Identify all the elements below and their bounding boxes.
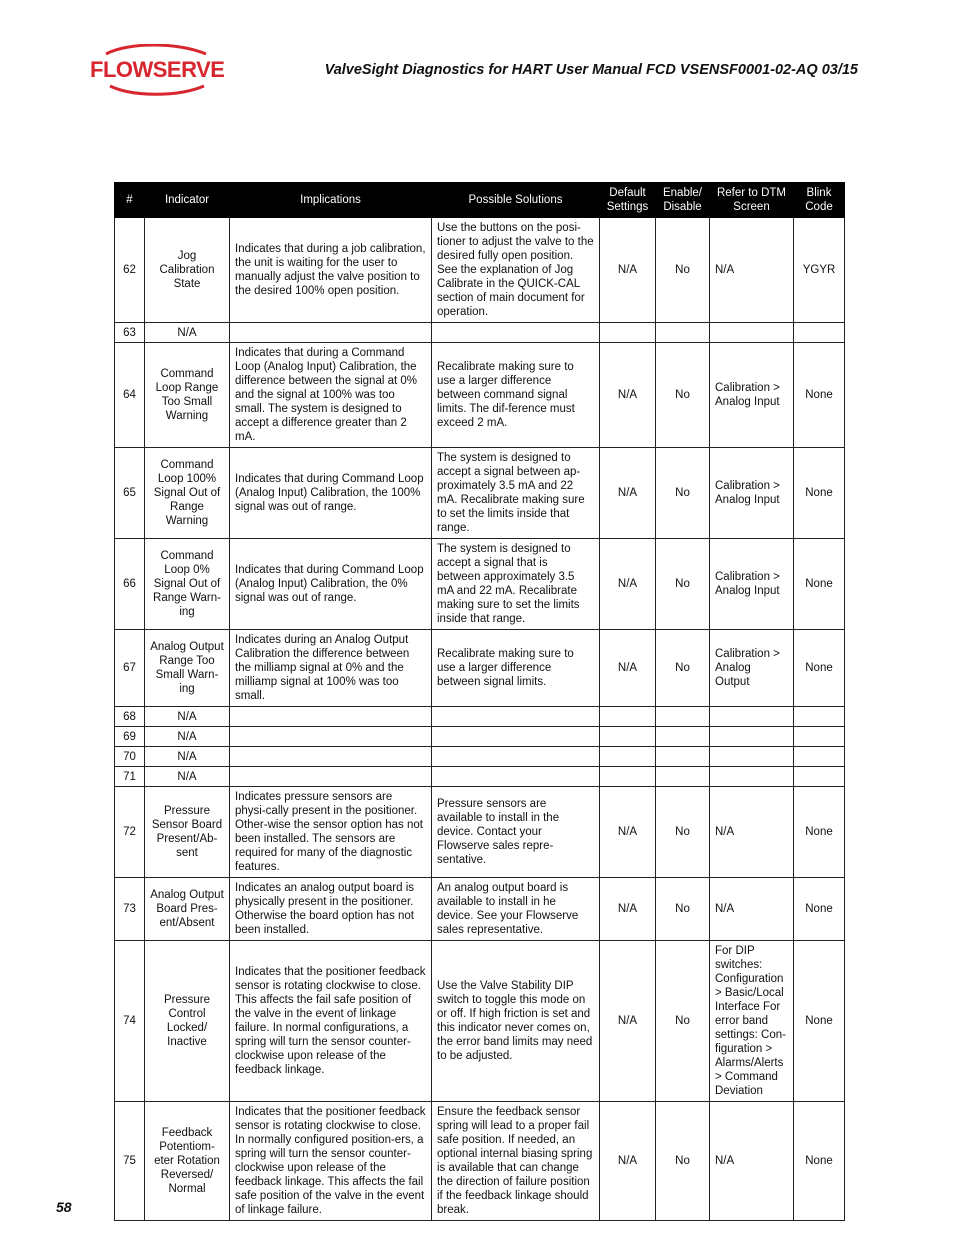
cell-enable: No xyxy=(656,630,710,707)
cell-solutions: The system is designed to accept a signal that is between approximately 3.5 mA and 22 mA. Recalibrate making sure to set the limits inside that range. xyxy=(432,539,600,630)
cell-dtm: For DIP switches: Configuration > Basic/Local Interface For error band settings: Con-figuration > Alarms/Alerts > Command Deviation xyxy=(710,941,794,1102)
cell-num: 66 xyxy=(115,539,145,630)
cell-num: 63 xyxy=(115,323,145,343)
cell-implications xyxy=(230,767,432,787)
cell-enable: No xyxy=(656,343,710,448)
cell-implications: Indicates that the positioner feedback sensor is rotating clockwise to close. This affects the fail safe position of the valve in the event of linkage failure. In normal configurations, a spring will turn the sensor counter-clockwise upon release of the feedback linkage. xyxy=(230,941,432,1102)
cell-solutions: Use the Valve Stability DIP switch to toggle this mode on or off. If high friction is set and this indicator never comes on, the error band limits may need to be adjusted. xyxy=(432,941,600,1102)
cell-default xyxy=(600,323,656,343)
cell-dtm xyxy=(710,323,794,343)
logo-text: FLOWSERVE xyxy=(90,57,225,82)
table-row xyxy=(115,747,845,767)
table-row xyxy=(115,767,845,787)
cell-blink xyxy=(794,727,845,747)
cell-enable xyxy=(656,747,710,767)
cell-default xyxy=(600,767,656,787)
cell-enable: No xyxy=(656,1102,710,1221)
cell-indicator: N/A xyxy=(145,767,230,787)
cell-num: 75 xyxy=(115,1102,145,1221)
cell-solutions: An analog output board is available to install in he device. See your Flowserve sales representative. xyxy=(432,878,600,941)
table-row xyxy=(115,727,845,747)
table-row xyxy=(115,878,845,941)
cell-num: 70 xyxy=(115,747,145,767)
cell-default: N/A xyxy=(600,343,656,448)
cell-implications xyxy=(230,707,432,727)
cell-blink: None xyxy=(794,787,845,878)
cell-dtm: Calibration > Analog Input xyxy=(710,448,794,539)
cell-blink: None xyxy=(794,539,845,630)
cell-dtm: Calibration > Analog Output xyxy=(710,630,794,707)
cell-implications: Indicates that during a Command Loop (Analog Input) Calibration, the difference between the signal at 0% and the signal at 100% was too small. The system is designed to accept a difference greater than 2 mA. xyxy=(230,343,432,448)
cell-solutions: The system is designed to accept a signal between ap-proximately 3.5 mA and 22 mA. Recalibrate making sure to set the limits inside that range. xyxy=(432,448,600,539)
col-blink-header: Blink Code xyxy=(794,183,845,218)
table-row xyxy=(115,707,845,727)
cell-dtm: Calibration > Analog Input xyxy=(710,343,794,448)
cell-implications: Indicates during an Analog Output Calibration the difference between the milliamp signal at 0% and the milliamp signal at 100% was too small. xyxy=(230,630,432,707)
cell-blink: None xyxy=(794,941,845,1102)
cell-enable: No xyxy=(656,448,710,539)
cell-dtm: N/A xyxy=(710,1102,794,1221)
cell-implications xyxy=(230,323,432,343)
cell-num: 74 xyxy=(115,941,145,1102)
table-row xyxy=(115,448,845,539)
cell-implications: Indicates an analog output board is physically present in the positioner. Otherwise the board option has not been installed. xyxy=(230,878,432,941)
cell-blink xyxy=(794,767,845,787)
table-header-row xyxy=(115,183,845,218)
cell-implications: Indicates that the positioner feedback sensor is rotating clockwise to close. In normally configured position-ers, a spring will turn the sensor counter-clockwise upon release of the feedback linkage. This affects the fail safe position of the valve in the event of linkage failure. xyxy=(230,1102,432,1221)
cell-default: N/A xyxy=(600,539,656,630)
cell-indicator: Command Loop 100% Signal Out of Range Warning xyxy=(145,448,230,539)
cell-default xyxy=(600,747,656,767)
table-row xyxy=(115,218,845,323)
cell-indicator: Analog Output Board Pres-ent/Absent xyxy=(145,878,230,941)
cell-num: 67 xyxy=(115,630,145,707)
cell-indicator: Command Loop Range Too Small Warning xyxy=(145,343,230,448)
col-indicator-header: Indicator xyxy=(145,183,230,218)
cell-dtm xyxy=(710,747,794,767)
cell-implications xyxy=(230,727,432,747)
table-row xyxy=(115,343,845,448)
cell-default: N/A xyxy=(600,218,656,323)
cell-enable: No xyxy=(656,539,710,630)
cell-num: 69 xyxy=(115,727,145,747)
cell-enable xyxy=(656,707,710,727)
col-default-header: Default Settings xyxy=(600,183,656,218)
cell-indicator: Pressure Sensor Board Present/Ab-sent xyxy=(145,787,230,878)
cell-dtm xyxy=(710,727,794,747)
cell-num: 71 xyxy=(115,767,145,787)
cell-default xyxy=(600,727,656,747)
diagnostic-indicators-table xyxy=(114,182,845,1221)
cell-implications: Indicates that during a job calibration, the unit is waiting for the user to manually adjust the valve position to the desired 100% open position. xyxy=(230,218,432,323)
cell-num: 65 xyxy=(115,448,145,539)
cell-enable: No xyxy=(656,878,710,941)
cell-default: N/A xyxy=(600,787,656,878)
table-row xyxy=(115,1102,845,1221)
cell-implications: Indicates pressure sensors are physi-cally present in the positioner. Other-wise the sensor option has not been installed. The sensors are required for many of the diagnostic features. xyxy=(230,787,432,878)
cell-default: N/A xyxy=(600,941,656,1102)
cell-default: N/A xyxy=(600,448,656,539)
cell-solutions: Recalibrate making sure to use a larger difference between command signal limits. The dif-ference must exceed 2 mA. xyxy=(432,343,600,448)
col-solutions-header: Possible Solutions xyxy=(432,183,600,218)
cell-default: N/A xyxy=(600,1102,656,1221)
cell-num: 68 xyxy=(115,707,145,727)
cell-dtm: Calibration > Analog Input xyxy=(710,539,794,630)
cell-blink: None xyxy=(794,878,845,941)
cell-blink: None xyxy=(794,630,845,707)
cell-indicator: N/A xyxy=(145,747,230,767)
cell-default xyxy=(600,707,656,727)
col-enable-header: Enable/ Disable xyxy=(656,183,710,218)
cell-solutions xyxy=(432,747,600,767)
cell-indicator: N/A xyxy=(145,727,230,747)
document-title: ValveSight Diagnostics for HART User Manual FCD VSENSF0001-02-AQ 03/15 xyxy=(324,62,858,78)
cell-dtm: N/A xyxy=(710,218,794,323)
table-row xyxy=(115,941,845,1102)
cell-enable: No xyxy=(656,941,710,1102)
cell-enable: No xyxy=(656,787,710,878)
cell-dtm xyxy=(710,767,794,787)
col-number-header: # xyxy=(115,183,145,218)
cell-enable xyxy=(656,727,710,747)
cell-dtm xyxy=(710,707,794,727)
cell-indicator: Jog Calibration State xyxy=(145,218,230,323)
cell-enable: No xyxy=(656,218,710,323)
page-number: 58 xyxy=(56,1199,72,1215)
cell-enable xyxy=(656,323,710,343)
cell-num: 73 xyxy=(115,878,145,941)
cell-blink xyxy=(794,747,845,767)
cell-num: 62 xyxy=(115,218,145,323)
cell-indicator: Analog Output Range Too Small Warn-ing xyxy=(145,630,230,707)
cell-blink: None xyxy=(794,448,845,539)
cell-solutions: Ensure the feedback sensor spring will lead to a proper fail safe position. If needed, an optional internal biasing spring is available that can change the direction of failure position if the feedback linkage should break. xyxy=(432,1102,600,1221)
cell-dtm: N/A xyxy=(710,878,794,941)
col-dtm-header: Refer to DTM Screen xyxy=(710,183,794,218)
cell-solutions xyxy=(432,323,600,343)
cell-num: 72 xyxy=(115,787,145,878)
cell-blink: None xyxy=(794,1102,845,1221)
cell-solutions xyxy=(432,727,600,747)
cell-implications xyxy=(230,747,432,767)
cell-solutions: Pressure sensors are available to install in the device. Contact your Flowserve sales repre-sentative. xyxy=(432,787,600,878)
cell-indicator: N/A xyxy=(145,323,230,343)
cell-solutions xyxy=(432,707,600,727)
flowserve-logo xyxy=(88,44,223,96)
cell-dtm: N/A xyxy=(710,787,794,878)
cell-default: N/A xyxy=(600,878,656,941)
cell-blink xyxy=(794,323,845,343)
cell-indicator: Command Loop 0% Signal Out of Range Warn-ing xyxy=(145,539,230,630)
cell-default: N/A xyxy=(600,630,656,707)
cell-blink: None xyxy=(794,343,845,448)
cell-num: 64 xyxy=(115,343,145,448)
cell-enable xyxy=(656,767,710,787)
table-row xyxy=(115,539,845,630)
cell-solutions: Use the buttons on the posi-tioner to adjust the valve to the desired fully open position. See the explanation of Jog Calibrate in the QUICK-CAL section of main document for operation. xyxy=(432,218,600,323)
cell-solutions: Recalibrate making sure to use a larger difference between signal limits. xyxy=(432,630,600,707)
cell-indicator: Feedback Potentiom-eter Rotation Reversed/ Normal xyxy=(145,1102,230,1221)
cell-implications: Indicates that during Command Loop (Analog Input) Calibration, the 100% signal was out of range. xyxy=(230,448,432,539)
cell-solutions xyxy=(432,767,600,787)
table-row xyxy=(115,630,845,707)
cell-indicator: Pressure Control Locked/ Inactive xyxy=(145,941,230,1102)
cell-blink: YGYR xyxy=(794,218,845,323)
table-row xyxy=(115,787,845,878)
cell-blink xyxy=(794,707,845,727)
cell-indicator: N/A xyxy=(145,707,230,727)
table-row xyxy=(115,323,845,343)
cell-implications: Indicates that during Command Loop (Analog Input) Calibration, the 0% signal was out of range. xyxy=(230,539,432,630)
col-implications-header: Implications xyxy=(230,183,432,218)
